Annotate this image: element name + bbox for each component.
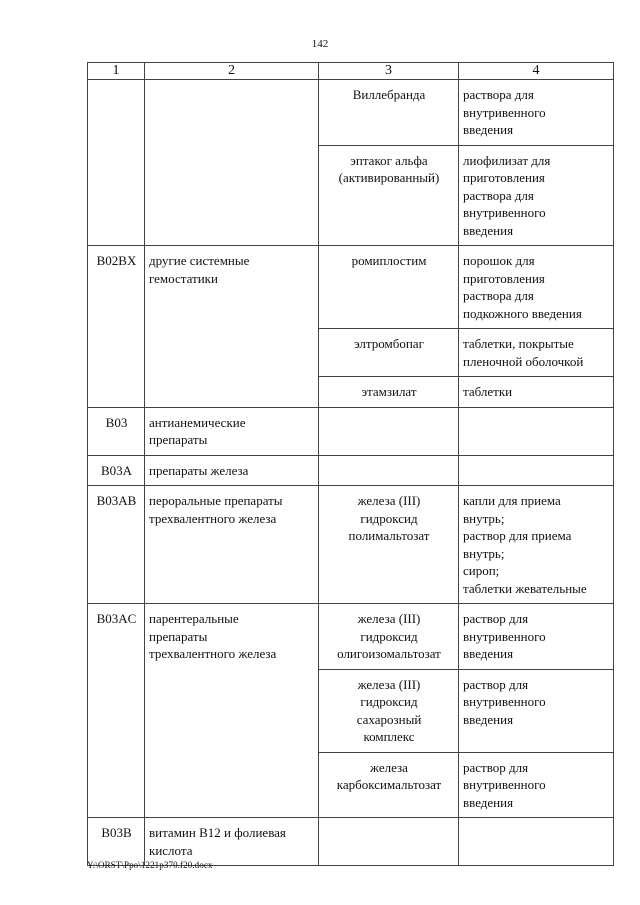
drug-name: эптаког альфа: [350, 152, 428, 168]
group-cell: [145, 455, 319, 486]
drug-cell: [319, 752, 459, 818]
code-cell: B03AC: [88, 604, 145, 818]
drug-name: Виллебранда: [352, 87, 426, 102]
drug-cell: [319, 377, 459, 408]
drug-cell: [319, 455, 459, 486]
form-cell: [459, 80, 614, 146]
form-cell: [459, 246, 614, 329]
group-cell: [145, 80, 319, 246]
column-header-4: 4: [459, 63, 614, 80]
form-cell: [459, 486, 614, 604]
code-cell: B03AB: [88, 486, 145, 604]
dosage-form-line: приготовления: [463, 170, 545, 185]
dosage-form-line: раствор для: [463, 611, 529, 626]
dosage-form-line: таблетки: [463, 384, 513, 399]
drug-name: полимальтозат: [348, 528, 430, 543]
drug-cell: [319, 604, 459, 670]
code-cell: [88, 80, 145, 246]
drug-cell: [319, 145, 459, 246]
group-cell: [145, 604, 319, 818]
form-cell: [459, 455, 614, 486]
dosage-form-line: порошок для: [463, 253, 535, 268]
drug-name: гидроксид: [360, 694, 418, 709]
dosage-form-line: подкожного введения: [463, 305, 582, 321]
drug-cell: [319, 407, 459, 455]
dosage-form-line: раствора для: [463, 87, 534, 102]
drug-name: элтромбопаг: [354, 336, 424, 351]
dosage-form-line: внутривенного: [463, 694, 546, 709]
group-name: препараты: [149, 628, 208, 644]
dosage-form-line: введения: [463, 122, 514, 137]
drug-name: железа (III): [357, 493, 421, 508]
dosage-form-line: внутрь;: [463, 510, 505, 526]
dosage-form-line: введения: [463, 794, 514, 810]
drug-cell: [319, 486, 459, 604]
column-header-1: 1: [88, 63, 145, 80]
table-row: [88, 246, 614, 329]
dosage-form-line: раствора для: [463, 187, 534, 203]
group-cell: [145, 486, 319, 604]
code-cell: B02BX: [88, 246, 145, 408]
drug-name: железа (III): [357, 676, 421, 692]
drug-cell: [319, 246, 459, 329]
drug-cell: [319, 80, 459, 146]
dosage-form-line: пленочной оболочкой: [463, 353, 584, 369]
page-number: 142: [311, 38, 329, 50]
form-cell: [459, 669, 614, 752]
column-header-2: 2: [145, 63, 319, 80]
group-name: препараты: [149, 432, 208, 447]
drug-cell: [319, 669, 459, 752]
form-cell: [459, 604, 614, 670]
drug-name: комплекс: [363, 729, 415, 744]
dosage-form-line: лиофилизат для: [463, 152, 551, 168]
table-row: [88, 455, 614, 486]
table-row: [88, 407, 614, 455]
dosage-form-line: таблетки, покрытые: [463, 336, 574, 351]
table-row: [88, 80, 614, 146]
dosage-form-line: внутривенного: [463, 205, 546, 220]
form-cell: [459, 145, 614, 246]
dosage-form-line: раствор для: [463, 676, 529, 692]
dosage-form-line: таблетки жевательные: [463, 580, 587, 596]
drug-name: ромиплостим: [351, 253, 427, 268]
group-name: парентеральные: [149, 611, 239, 626]
group-name: трехвалентного железа: [149, 510, 277, 526]
dosage-form-line: введения: [463, 711, 514, 727]
dosage-form-line: введения: [463, 646, 514, 661]
group-cell: [145, 818, 319, 866]
dosage-form-line: раствор для: [463, 759, 529, 775]
table-row: [88, 818, 614, 866]
dosage-form-line: внутривенного: [463, 628, 546, 644]
table-row: [88, 486, 614, 604]
code-cell: B03: [88, 407, 145, 455]
form-cell: [459, 818, 614, 866]
group-name: кислота: [149, 842, 193, 858]
drug-name: (активированный): [338, 170, 440, 185]
dosage-form-line: внутрь;: [463, 545, 505, 561]
dosage-form-line: раствор для приема: [463, 528, 572, 543]
drug-name: олигоизомальтозат: [337, 646, 441, 661]
group-name: препараты железа: [149, 462, 249, 478]
group-name: пероральные препараты: [149, 493, 283, 508]
group-name: витамин B12 и фолиевая: [149, 825, 286, 840]
group-cell: [145, 407, 319, 455]
dosage-form-line: введения: [463, 222, 514, 238]
dosage-form-line: сироп;: [463, 563, 500, 578]
code-cell: B03B: [88, 818, 145, 866]
dosage-form-line: приготовления: [463, 270, 545, 286]
drug-classification-table: [87, 62, 614, 866]
drug-name: карбоксимальтозат: [336, 777, 442, 792]
dosage-form-line: внутривенного: [463, 104, 546, 120]
code-cell: B03A: [88, 455, 145, 486]
table-header-row: [88, 63, 614, 80]
group-name: другие системные: [149, 253, 250, 268]
column-header-3: 3: [319, 63, 459, 80]
drug-name: сахарозный: [356, 711, 422, 727]
drug-cell: [319, 329, 459, 377]
form-cell: [459, 377, 614, 408]
group-cell: [145, 246, 319, 408]
drug-name: гидроксид: [360, 628, 418, 644]
drug-cell: [319, 818, 459, 866]
group-name: трехвалентного железа: [149, 646, 277, 661]
group-name: антианемические: [149, 414, 246, 430]
form-cell: [459, 752, 614, 818]
dosage-form-line: раствора для: [463, 288, 534, 303]
form-cell: [459, 329, 614, 377]
dosage-form-line: капли для приема: [463, 493, 561, 508]
form-cell: [459, 407, 614, 455]
drug-name: железа: [370, 759, 408, 775]
drug-name: гидроксид: [360, 510, 418, 526]
document-file-path: Y:\ORST\Ppo\1221p370.f20.docx: [87, 860, 213, 870]
drug-name: железа (III): [357, 611, 421, 626]
table-row: [88, 604, 614, 670]
group-name: гемостатики: [149, 270, 218, 286]
drug-name: этамзилат: [361, 384, 417, 399]
dosage-form-line: внутривенного: [463, 777, 546, 792]
